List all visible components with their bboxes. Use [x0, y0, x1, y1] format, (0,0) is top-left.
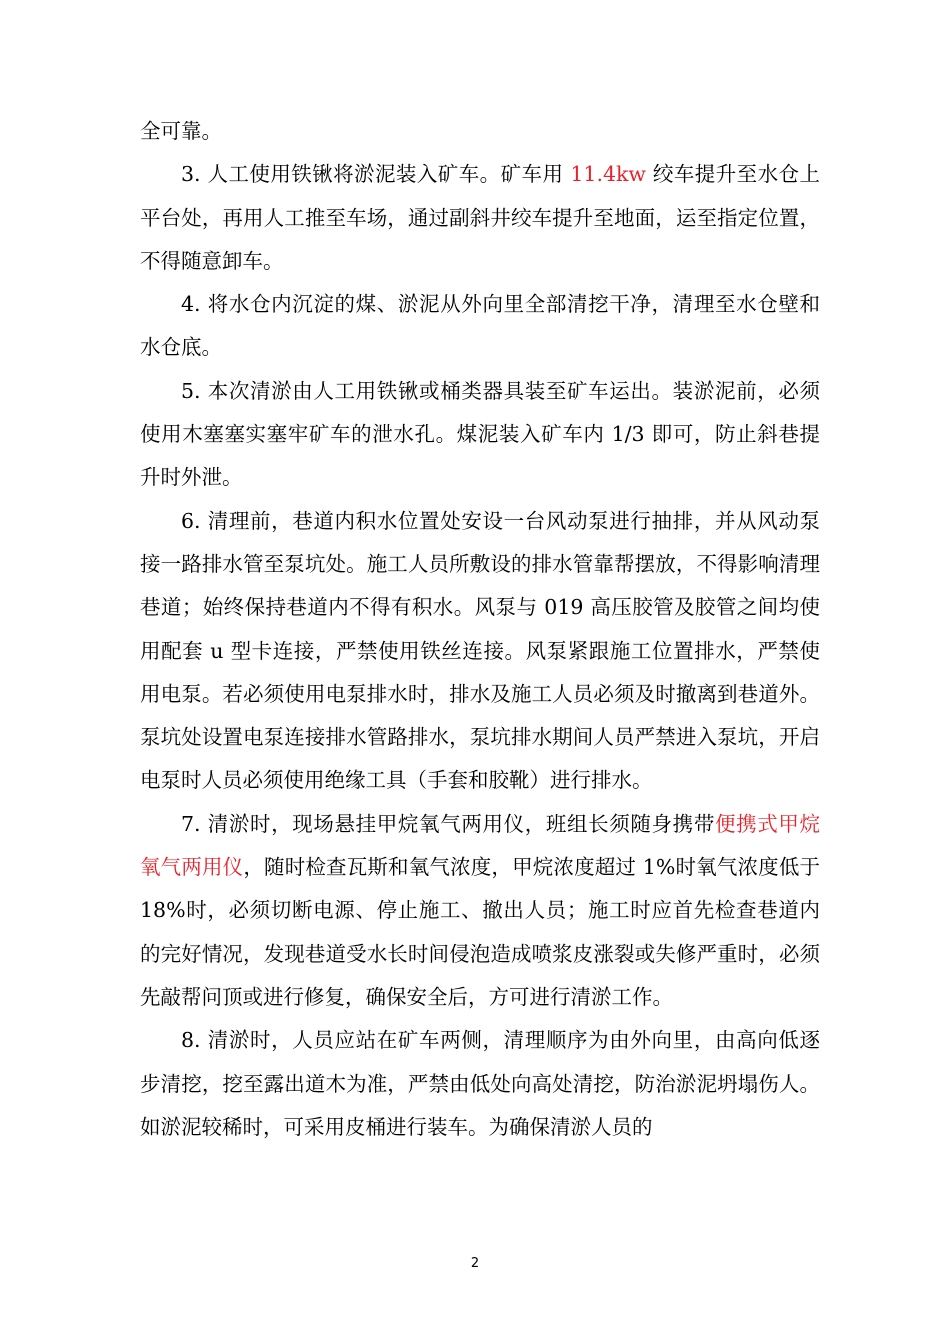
item-3-text: 3. 人工使用铁锹将淤泥装入矿车。矿车用: [181, 162, 571, 187]
item-7-text-end: ，随时检查瓦斯和氧气浓度，甲烷浓度超过 1%时氧气浓度低于 18%时，必须切断电源、停止施工、撤出人员；施工时应首先检查巷道内的完好情况，发现巷道受水长时间侵泡造成喷浆皮涨裂或失修严重时，必须先敲帮问顶或进行修复，确保安全后，方可进行清淤工作。: [140, 855, 820, 1009]
item-5-paragraph: 5. 本次清淤由人工用铁锹或桶类器具装至矿车运出。装淤泥前，必须使用木塞塞实塞牢矿车的泄水孔。煤泥装入矿车内 1/3 即可，防止斜巷提升时外泄。: [140, 378, 820, 490]
item-4-paragraph: 4. 将水仓内沉淀的煤、淤泥从外向里全部清挖干净，清理至水仓壁和水仓底。: [140, 292, 820, 360]
continuation-paragraph: 全可靠。: [140, 119, 222, 143]
item-7-paragraph: [140, 803, 820, 1019]
item-7-highlight: 便携式甲烷氧气两用仪: [140, 811, 821, 880]
page-number: 2: [470, 1256, 480, 1271]
item-3-highlight: 11.4kw: [570, 162, 646, 187]
item-6-paragraph: 6. 清理前，巷道内积水位置处安设一台风动泵进行抽排，并从风动泵接一路排水管至泵坑处。施工人员所敷设的排水管靠帮摆放，不得影响清理巷道；始终保持巷道内不得有积水。风泵与 019 高压胶管及胶管之间均使用配套 u 型卡连接，严禁使用铁丝连接。风泵紧跟施工位置排水，严禁使用电泵。若必须使用电泵排水时，排水及施工人员必须及时撤离到巷道外。泵坑处设置电泵连接排水管路排水，泵坑排水期间人员严禁进入泵坑，开启电泵时人员必须使用绝缘工具（手套和胶靴）进行排水。: [140, 508, 820, 793]
item-7-text: 7. 清淤时，现场悬挂甲烷氧气两用仪，班组长须随身携带: [181, 811, 715, 836]
item-8-paragraph: 8. 清淤时，人员应站在矿车两侧，清理顺序为由外向里，由高向低逐步清挖，挖至露出道木为准，严禁由低处向高处清挖，防治淤泥坍塌伤人。如淤泥较稀时，可采用皮桶进行装车。为确保清淤人员的: [140, 1028, 820, 1139]
document-body: [140, 110, 820, 1149]
item-3-text-end: 绞车提升至水仓上平台处，再用人工推至车场，通过副斜井绞车提升至地面，运至指定位置，不得随意卸车。: [140, 162, 820, 273]
item-3-paragraph: [140, 153, 820, 283]
